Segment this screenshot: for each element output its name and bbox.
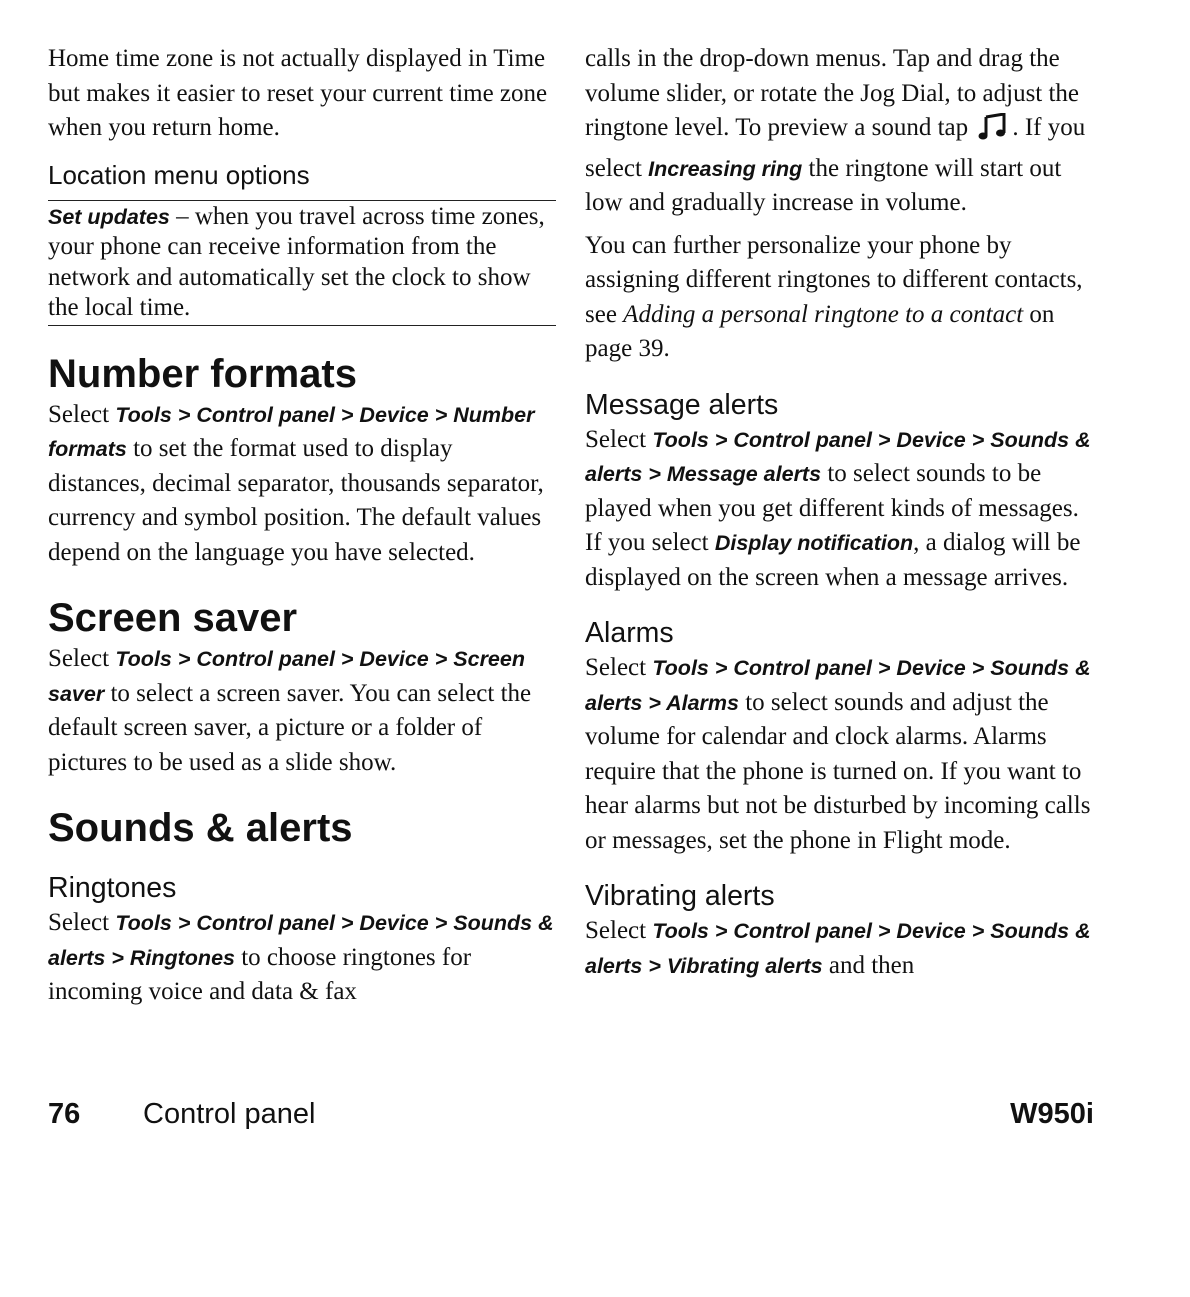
message-alerts-text: to select sounds to be played when you get different kinds of messages. If you select (585, 460, 1079, 556)
personalize-text: You can further personalize your phone by assigning different ringtones to different contacts, see (585, 231, 1083, 328)
select-word: Select (48, 400, 116, 428)
select-word: Select (585, 917, 653, 944)
vibrating-alerts-paragraph (585, 914, 1095, 983)
set-updates-row (48, 201, 556, 325)
set-updates-term: Set updates (48, 204, 170, 229)
vibrating-alerts-heading: Vibrating alerts (585, 880, 775, 912)
select-word: Select (48, 909, 116, 936)
cross-reference-link[interactable]: Adding a personal ringtone to a contact (623, 300, 1024, 328)
music-note-icon (978, 113, 1008, 152)
ringtones-paragraph (48, 906, 556, 1010)
page-footer (48, 1098, 1094, 1138)
alarms-heading: Alarms (585, 617, 674, 649)
left-column (48, 42, 556, 1010)
screen-saver-paragraph (48, 642, 556, 780)
screen-saver-text: to select a screen saver. You can select the default screen saver, a picture or a folder of pictures to be used as a slide show. (48, 679, 532, 776)
screen-saver-title: Screen saver (48, 596, 298, 640)
message-alerts-heading: Message alerts (585, 388, 779, 421)
right-column (585, 42, 1095, 983)
vibrating-alerts-text: and then (822, 951, 915, 979)
location-menu-heading: Location menu options (48, 159, 310, 190)
sounds-alerts-title: Sounds & alerts (48, 806, 353, 850)
ringtones-path: Tools > Control panel > Device > Sounds & alerts > Ringtones (48, 911, 554, 970)
ringtone-volume-paragraph (585, 42, 1095, 221)
number-formats-text: to set the format used to display distances, decimal separator, thousands separator, currency and symbol position. The default values depend on the language you have selected. (48, 435, 544, 566)
screen-saver-path: Tools > Control panel > Device > Screen saver (48, 647, 525, 706)
display-notification-term: Display notification (714, 531, 914, 555)
increasing-ring-term: Increasing ring (648, 156, 803, 181)
number-formats-title: Number formats (48, 351, 357, 396)
ringtones-text: to choose ringtones for incoming voice and data & fax (48, 943, 472, 1005)
alarms-path: Tools > Control panel > Device > Sounds & alerts > Alarms (585, 656, 1091, 715)
number-formats-path: Tools > Control panel > Device > Number formats (48, 402, 535, 461)
set-updates-description: – when you travel across time zones, your phone can receive information from the network and automatically set the clock to show the local time. (48, 202, 545, 321)
alarms-paragraph (585, 651, 1095, 858)
alarms-text: to select sounds and adjust the volume for calendar and clock alarms. Alarms require that the phone is turned on. If you want to hear alarms but not be disturbed by incoming calls or messages, set the phone in Flight mode. (585, 688, 1091, 854)
vibrating-alerts-path: Tools > Control panel > Device > Sounds & alerts > Vibrating alerts (585, 919, 1091, 978)
location-options-table (48, 200, 556, 326)
section-name: Control panel (143, 1098, 316, 1130)
message-alerts-text-end: , a dialog will be displayed on the screen when a message arrives. (585, 529, 1081, 591)
message-alerts-path: Tools > Control panel > Device > Sounds & alerts > Message alerts (585, 427, 1091, 486)
model-name: W950i (1010, 1098, 1094, 1130)
ringtones-heading: Ringtones (48, 872, 177, 904)
select-word: Select (585, 654, 653, 681)
number-formats-paragraph (48, 398, 556, 571)
ringtone-volume-text-end: the ringtone will start out low and gradually increase in volume. (585, 154, 1062, 216)
message-alerts-paragraph (585, 423, 1095, 596)
ringtone-volume-text-mid: . If you select (585, 114, 1086, 182)
select-word: Select (48, 645, 116, 672)
personalize-paragraph (585, 229, 1095, 367)
select-word: Select (585, 425, 653, 453)
intro-paragraph: Home time zone is not actually displayed in Time but makes it easier to reset your current time zone when you return home. (48, 45, 548, 141)
ringtone-volume-text: calls in the drop-down menus. Tap and drag the volume slider, or rotate the Jog Dial, to adjust the ringtone level. To preview a sound tap (585, 45, 1080, 141)
personalize-text-end: on page 39. (585, 300, 1055, 362)
page-number: 76 (48, 1098, 81, 1130)
